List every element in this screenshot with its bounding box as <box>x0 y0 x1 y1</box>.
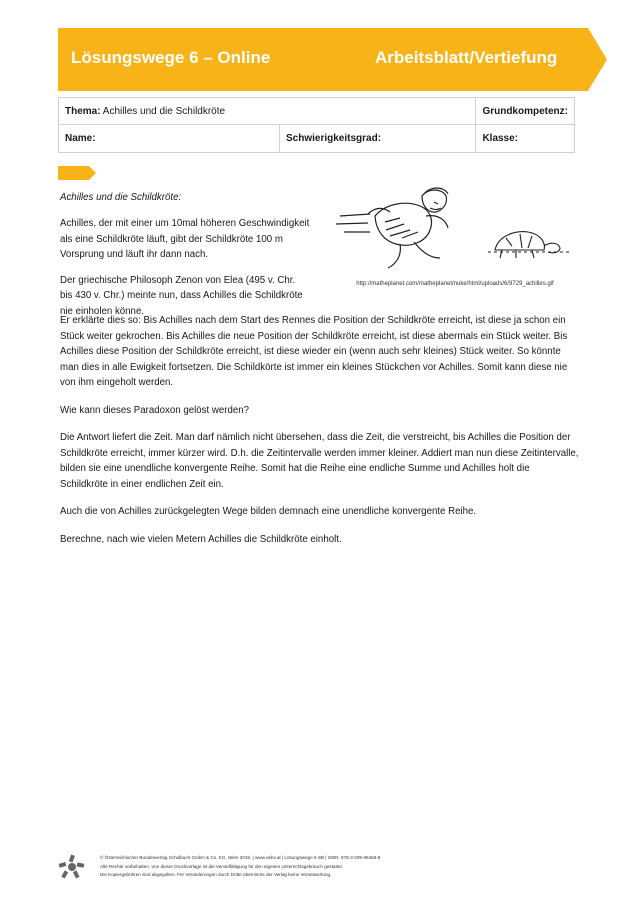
question-paragraph: Wie kann dieses Paradoxon gelöst werden? <box>60 404 250 416</box>
topic-value: Achilles und die Schildkröte <box>102 105 226 117</box>
explanation-paragraph: Er erklärte dies so: Bis Achilles nach dem Start des Rennes die Position der Schildkröte erreicht, ist diese ja schon ein Stück weiter gekrochen. Bis Achilles die neue Position der Schildkröte erreicht, ist diese abermals ein Stück weiter. Bis Achilles diese Position der Schildkröte erreicht, ist diese wieder ein (wenn auch sehr kleines) Stück weiter. So könnte man dies in alle Ewigkeit fortsetzen. Die Schildkörte ist immer ein kleines Stückchen vor Achilles. Somit kann diese nie von ihm eingeholt werden. <box>60 315 568 388</box>
topic-label: Thema: <box>65 105 101 117</box>
footer-line-3: Die Kopiergebühren sind abgegolten. Für Veränderungen durch Dritte übernimmt der Verlag keine Verantwortung. <box>100 872 332 877</box>
answer-paragraph: Die Antwort liefert die Zeit. Man darf nämlich nicht übersehen, dass die Zeit, die verstreicht, bis Achilles die Position der Schildkröte erreicht, immer kürzer wird. D.h. die Zeitintervalle werden immer kleiner. Addiert man nun diese Zeitintervalle, bilden sie eine unendliche konvergente Reihe. Somit hat die Reihe eine endliche Summe und Achilles holt die Schildkröte in einer endlichen Zeit ein. <box>60 432 579 490</box>
achilles-tortoise-illustration <box>330 186 575 276</box>
info-row-student <box>59 125 575 153</box>
intro-paragraph-2: Der griechische Philosoph Zenon von Elea (495 v. Chr. bis 430 v. Chr.) meinte nun, dass Achilles die Schildkröte nie einholen könne. <box>60 274 303 317</box>
class-cell[interactable] <box>476 125 575 153</box>
topic-cell <box>59 98 476 125</box>
publisher-logo-icon <box>58 854 86 880</box>
section-heading: Achilles und die Schildkröte: <box>60 192 182 203</box>
info-row-topic <box>59 98 575 125</box>
ways-paragraph: Auch die von Achilles zurückgelegten Wege bilden demnach eine unendliche konvergente Reihe. <box>60 506 477 517</box>
difficulty-cell[interactable] <box>280 125 476 153</box>
header-banner <box>58 28 607 91</box>
publication-title: Lösungswege 6 – Online <box>71 48 271 67</box>
worksheet-info-table <box>58 97 575 153</box>
difficulty-label: Schwierigkeitsgrad: <box>286 133 382 144</box>
footer-line-2: Alle Rechte vorbehalten. Von dieser Druckvorlage ist die Vervielfältigung für den eigenen Unterrichtsgebrauch gestattet. <box>100 863 344 869</box>
intro-paragraph-1: Achilles, der mit einer um 10mal höheren Geschwindigkeit als eine Schildkröte läuft, gibt der Schildkröte 100 m Vorsprung und läuft ihr dann nach. <box>60 218 310 260</box>
grundkompetenz-cell <box>476 98 575 125</box>
achilles-figure <box>336 188 448 268</box>
tortoise-figure <box>488 232 570 258</box>
image-source-url: http://matheplanet.com/matheplanet/nuke/html/uploads/6/9729_achilles.gif <box>356 281 554 287</box>
footer-copyright <box>100 854 380 880</box>
footer-line-1: © Österreichischer Bundesverlag Schulbuch GmbH & Co. KG, Wien 2015. | www.oebv.at | Lösungswege 5 SB | ISBN: 978-3-209-08466-8 <box>100 855 381 860</box>
main-text <box>60 313 580 559</box>
grundkompetenz-label: Grundkompetenz: <box>482 105 568 117</box>
name-cell[interactable] <box>59 125 280 153</box>
name-label: Name: <box>65 133 96 144</box>
worksheet-type: Arbeitsblatt/Vertiefung <box>375 48 558 67</box>
class-label: Klasse: <box>482 133 519 144</box>
task-paragraph: Berechne, nach wie vielen Metern Achilles die Schildkröte einholt. <box>60 533 342 545</box>
section-marker-icon <box>58 166 96 180</box>
